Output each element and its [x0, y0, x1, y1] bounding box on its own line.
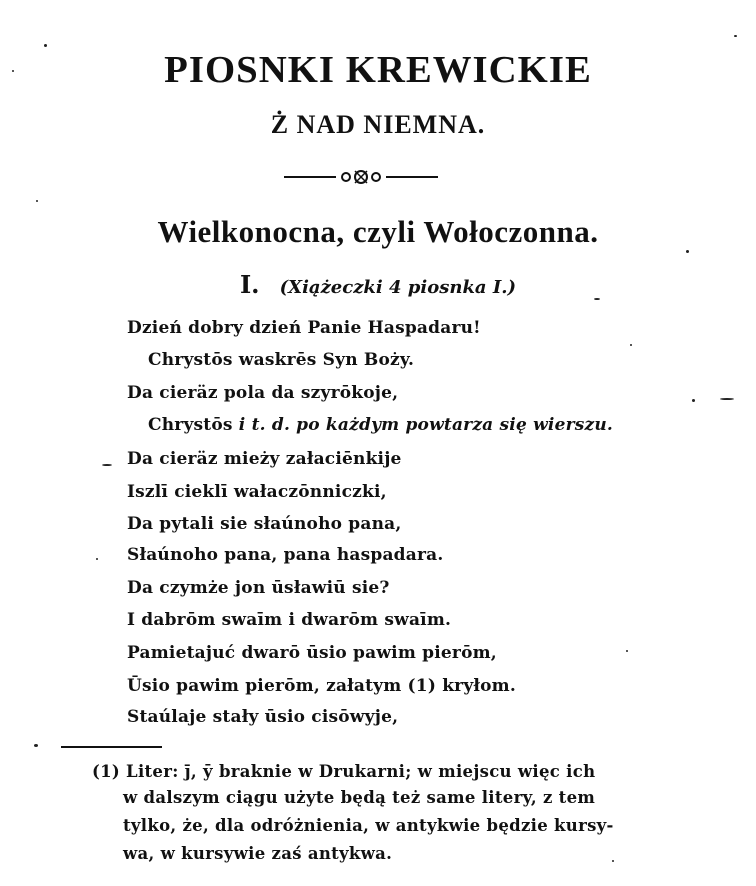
ornament-divider-icon — [284, 166, 438, 188]
scan-speck — [12, 70, 14, 72]
verse-instruction: i t. d. po każdym powtarza się wierszu. — [238, 415, 614, 435]
verse-line: Da cieräz mieży załaciēnkije — [127, 449, 402, 469]
verse-line: Staúlaje stały ūsio cisōwyje, — [127, 707, 399, 727]
verse-text: Chrystōs — [148, 415, 233, 435]
scan-speck — [36, 200, 38, 202]
scan-speck — [34, 744, 38, 747]
verse-line: Słaúnoho pana, pana haspadara. — [127, 545, 444, 565]
verse-line: Da cieräz pola da szyrōkoje, — [127, 383, 399, 403]
footnote-line: w dalszym ciągu użyte będą też same litery, z tem — [123, 788, 596, 807]
footnote-line: tylko, że, dla odróżnienia, w antykwie będzie kursy- — [123, 816, 614, 835]
section-number: I. — [239, 270, 260, 299]
scan-speck — [626, 650, 628, 652]
verse-line: Da czymże jon ūsławiū sie? — [127, 578, 390, 598]
verse-line: Iszlī cieklī wałaczōnniczki, — [127, 482, 387, 502]
scan-speck — [734, 35, 737, 37]
footnote-line: (1) Liter: j̄, ȳ braknie w Drukarni; w miejscu więc ich — [92, 762, 596, 781]
verse-line — [148, 415, 613, 435]
scan-speck — [686, 250, 689, 253]
scan-speck — [612, 860, 614, 862]
scan-speck — [720, 398, 734, 400]
footnote-rule — [61, 746, 162, 748]
scan-speck — [692, 399, 695, 402]
footnote-line: wa, w kursywie zaś antykwa. — [123, 844, 393, 863]
scan-speck — [44, 44, 47, 47]
page-title: PIOSNKI KREWICKIE — [164, 49, 592, 91]
song-heading: Wielkonocna, czyli Wołoczonna. — [157, 214, 599, 249]
scan-speck — [594, 298, 600, 300]
verse-line: Da pytali sie słaúnoho pana, — [127, 514, 402, 534]
scan-speck — [102, 464, 112, 466]
page-subtitle: Ż NAD NIEMNA. — [270, 110, 486, 139]
verse-line: Ūsio pawim pierōm, załatym (1) kryłom. — [127, 676, 516, 696]
verse-line: I dabrōm swaīm i dwarōm swaīm. — [127, 610, 452, 630]
scan-speck — [96, 558, 98, 560]
section-note: (Xiążeczki 4 piosnka I.) — [279, 277, 517, 298]
scan-speck — [630, 344, 632, 346]
section-header — [0, 270, 756, 299]
verse-line: Pamietajuć dwarō ūsio pawim pierōm, — [127, 643, 497, 663]
verse-line: Chrystōs waskrēs Syn Boży. — [148, 350, 415, 370]
verse-line: Dzień dobry dzień Panie Haspadaru! — [127, 318, 481, 338]
